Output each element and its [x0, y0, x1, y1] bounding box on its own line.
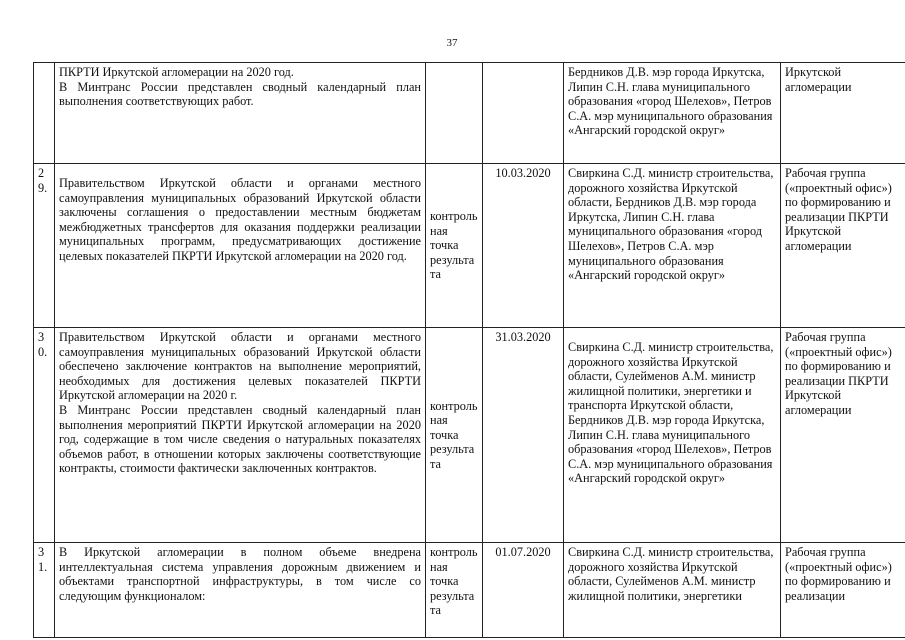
description-paragraph: В Минтранс России представлен сводный календарный план выполнения мероприятий ПКРТИ Иркутской агломерации на 2020 год, содержащие в том числе сведения о натуральных показателях объемов работ, в отношении которых заключены соответствующие контракты, стоимости фактически заключенных контрактов.: [59, 402, 421, 476]
responsible-persons: Свиркина С.Д. министр строительства, дорожного хозяйства Иркутской области, Сулейменов А.М. министр жилищной политики, энергетики и транспорта Иркутской области, Бердников Д.В. мэр города Иркутска, Липин С.Н. глава муниципального образования «город Шелехов», Петров С.А. мэр муниципального образования «Ангарский городской округ»: [564, 328, 781, 543]
row-number: [34, 63, 55, 164]
row-number: 29.: [34, 164, 55, 328]
executor: Рабочая группа («проектный офис») по формированию и реализации: [781, 543, 905, 638]
plan-table: [33, 62, 905, 638]
description-paragraph: Правительством Иркутской области и органами местного самоуправления муниципальных образований Иркутской области обеспечено заключение контрактов на выполнение мероприятий, необходимых для достижения целевых показателей ПКРТИ Иркутской агломерации на 2020 г.: [59, 330, 421, 403]
responsible-persons: Бердников Д.В. мэр города Иркутска, Липин С.Н. глава муниципального образования «город Шелехов», Петров С.А. мэр муниципального образования «Ангарский городской округ»: [564, 63, 781, 164]
description-paragraph: В Минтранс России представлен сводный календарный план выполнения соответствующих работ.: [59, 79, 421, 109]
event-description: [55, 328, 426, 543]
row-number: 30.: [34, 328, 55, 543]
event-date: 01.07.2020: [483, 543, 564, 638]
executor: Рабочая группа («проектный офис») по формированию и реализации ПКРТИ Иркутской агломерации: [781, 164, 905, 328]
event-description: [55, 164, 426, 328]
event-type: [426, 63, 483, 164]
event-type: контрольная точка результата: [426, 164, 483, 328]
event-type: контрольная точка результата: [426, 328, 483, 543]
table-row: [34, 164, 905, 328]
description-paragraph: В Иркутской агломерации в полном объеме внедрена интеллектуальная система управления дорожным движением и объектами транспортной инфраструктуры, в том числе со следующим функционалом:: [59, 545, 421, 603]
event-description: [55, 63, 426, 164]
responsible-persons: Свиркина С.Д. министр строительства, дорожного хозяйства Иркутской области, Сулейменов А.М. министр жилищной политики, энергетики: [564, 543, 781, 638]
event-date: 31.03.2020: [483, 328, 564, 543]
description-paragraph: ПКРТИ Иркутской агломерации на 2020 год.: [59, 65, 294, 79]
responsible-persons: Свиркина С.Д. министр строительства, дорожного хозяйства Иркутской области, Бердников Д.В. мэр города Иркутска, Липин С.Н. глава муниципального образования «город Шелехов», Петров С.А. мэр муниципального образования «Ангарский городской округ»: [564, 164, 781, 328]
executor: Иркутской агломерации: [781, 63, 905, 164]
page-number: 37: [446, 37, 458, 49]
table-row: [34, 543, 905, 638]
description-paragraph: Правительством Иркутской области и органами местного самоуправления муниципальных образований Иркутской области заключены соглашения о предоставлении местным бюджетам межбюджетных трансфертов для оказания поддержки реализации муниципальных программ, предусматривающих достижение целевых показателей ПКРТИ Иркутской агломерации на 2020 год.: [59, 176, 421, 263]
executor: Рабочая группа («проектный офис») по формированию и реализации ПКРТИ Иркутской агломерации: [781, 328, 905, 543]
event-date: [483, 63, 564, 164]
event-type: контрольная точка результата: [426, 543, 483, 638]
event-description: [55, 543, 426, 638]
row-number: 31.: [34, 543, 55, 638]
event-date: 10.03.2020: [483, 164, 564, 328]
table-row: [34, 63, 905, 164]
table-row: [34, 328, 905, 543]
